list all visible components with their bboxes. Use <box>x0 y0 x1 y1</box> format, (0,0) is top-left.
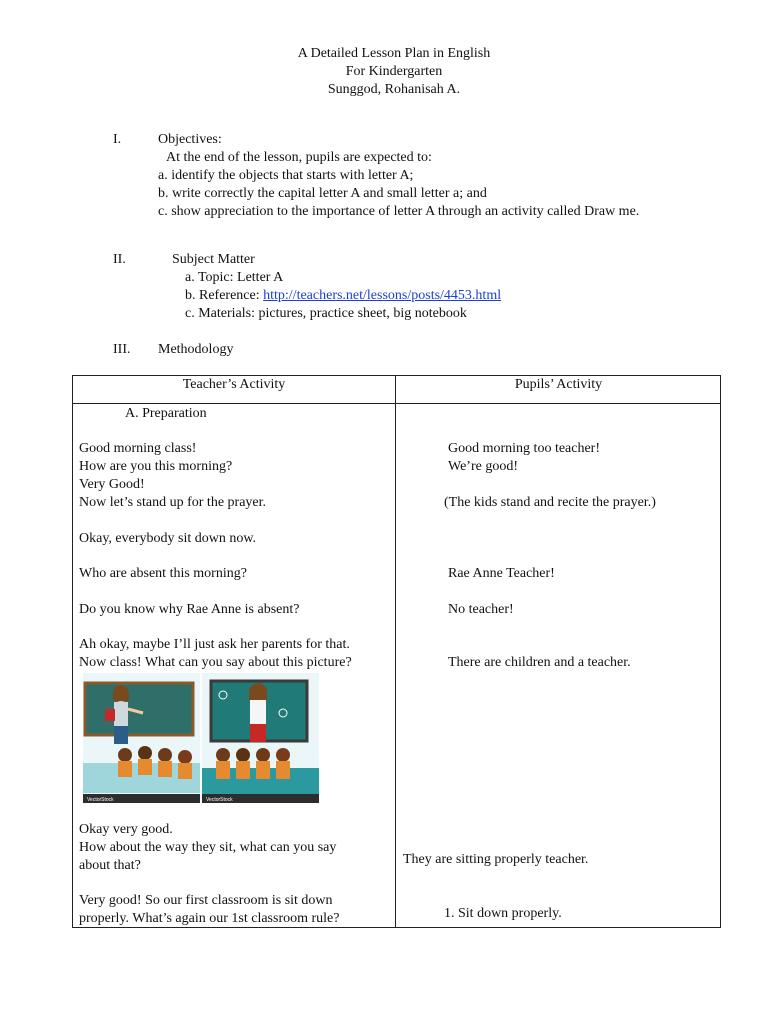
teacher-line: Ah okay, maybe I’ll just ask her parents for that. <box>79 637 350 652</box>
objective-item: b. write correctly the capital letter A and small letter a; and <box>158 186 487 201</box>
column-header-pupils: Pupils’ Activity <box>514 377 603 392</box>
subject-reference <box>185 287 501 305</box>
teacher-line: Good morning class! <box>79 441 197 456</box>
table-border-left <box>72 375 73 928</box>
column-header-teacher: Teacher’s Activity <box>182 377 286 392</box>
classroom-illustration <box>83 673 319 803</box>
teacher-line: Very good! So our first classroom is sit down <box>79 893 333 908</box>
teacher-line: Do you know why Rae Anne is absent? <box>79 602 300 617</box>
objectives-intro: At the end of the lesson, pupils are expected to: <box>166 150 432 165</box>
teacher-line: How about the way they sit, what can you say <box>79 840 337 855</box>
pupil-line: Good morning too teacher! <box>448 441 601 456</box>
teacher-line: Who are absent this morning? <box>79 566 247 581</box>
left-picture-caption: VectorStock <box>87 797 114 803</box>
teacher-line: about that? <box>79 858 141 873</box>
reference-link[interactable]: http://teachers.net/lessons/posts/4453.html <box>263 288 502 303</box>
teacher-line: Now let’s stand up for the prayer. <box>79 495 267 510</box>
teacher-line: Now class! What can you say about this picture? <box>79 655 352 670</box>
methodology-numeral: III. <box>113 342 131 357</box>
pupil-line: 1. Sit down properly. <box>444 906 562 921</box>
reference-label: b. Reference: <box>185 288 264 303</box>
pupil-line: (The kids stand and recite the prayer.) <box>444 495 656 510</box>
subject-topic: a. Topic: Letter A <box>185 270 284 285</box>
teacher-line: Very Good! <box>79 477 145 492</box>
section-preparation: A. Preparation <box>125 406 207 421</box>
methodology-heading: Methodology <box>158 342 234 357</box>
table-border-right <box>720 375 721 928</box>
document-author: Sunggod, Rohanisah A. <box>327 82 461 97</box>
teacher-line: How are you this morning? <box>79 459 233 474</box>
subject-materials: c. Materials: pictures, practice sheet, big notebook <box>185 306 467 321</box>
table-column-divider <box>395 375 396 928</box>
subject-matter-numeral: II. <box>113 252 126 267</box>
teacher-line: properly. What’s again our 1st classroom rule? <box>79 911 340 926</box>
table-header-divider <box>72 403 721 404</box>
objectives-heading: Objectives: <box>158 132 222 147</box>
classroom-picture <box>83 673 319 803</box>
document-title: A Detailed Lesson Plan in English <box>297 46 491 61</box>
teacher-line: Okay, everybody sit down now. <box>79 531 257 546</box>
objective-item: a. identify the objects that starts with letter A; <box>158 168 414 183</box>
pupil-line: There are children and a teacher. <box>448 655 631 670</box>
pupil-line: They are sitting properly teacher. <box>403 852 589 867</box>
pupil-line: Rae Anne Teacher! <box>448 566 555 581</box>
subject-matter-heading: Subject Matter <box>172 252 255 267</box>
pupil-line: We’re good! <box>448 459 519 474</box>
right-picture-caption: VectorStock <box>206 797 233 803</box>
objectives-numeral: I. <box>113 132 122 147</box>
teacher-line: Okay very good. <box>79 822 173 837</box>
pupil-line: No teacher! <box>448 602 514 617</box>
objective-item: c. show appreciation to the importance of letter A through an activity called Draw me. <box>158 204 640 219</box>
document-subtitle: For Kindergarten <box>345 64 443 79</box>
